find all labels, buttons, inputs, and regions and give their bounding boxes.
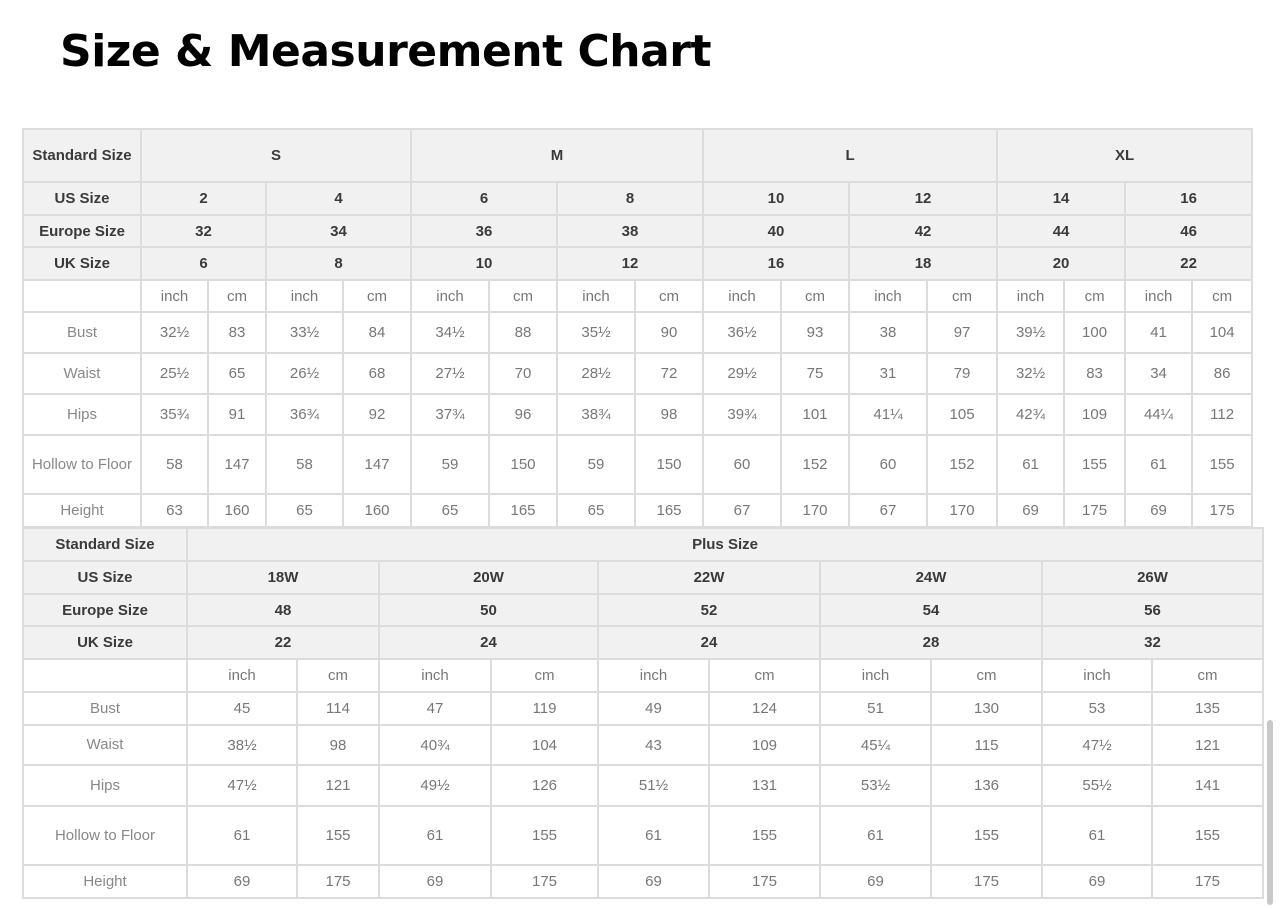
measurement-value: 35¾ [141, 394, 208, 435]
unit-row-label-empty [23, 659, 187, 692]
measurement-row [23, 765, 1263, 806]
europe-size-value: 42 [849, 215, 997, 247]
measurement-label: Height [23, 494, 141, 527]
size-group-m: M [411, 129, 703, 182]
measurement-label: Hollow to Floor [23, 806, 187, 865]
uk-size-value: 22 [187, 626, 379, 659]
measurement-value: 98 [635, 394, 703, 435]
unit-inch: inch [703, 280, 781, 312]
uk-size-value: 32 [1042, 626, 1263, 659]
unit-cm: cm [1152, 659, 1263, 692]
measurement-value: 59 [557, 435, 635, 494]
uk-size-value: 12 [557, 247, 703, 280]
measurement-value: 105 [927, 394, 997, 435]
us-size-value: 6 [411, 182, 557, 215]
measurement-value: 67 [849, 494, 927, 527]
measurement-value: 35½ [557, 312, 635, 353]
measurement-value: 32½ [997, 353, 1064, 394]
measurement-label: Height [23, 865, 187, 898]
uk-size-value: 16 [703, 247, 849, 280]
size-group-l: L [703, 129, 997, 182]
plus-size-table [22, 527, 1264, 899]
measurement-label: Hips [23, 765, 187, 806]
measurement-value: 130 [931, 692, 1042, 725]
unit-inch: inch [557, 280, 635, 312]
unit-inch: inch [1125, 280, 1192, 312]
measurement-value: 155 [1064, 435, 1125, 494]
measurement-value: 70 [489, 353, 557, 394]
measurement-value: 72 [635, 353, 703, 394]
measurement-value: 175 [1152, 865, 1263, 898]
measurement-value: 91 [208, 394, 266, 435]
measurement-value: 97 [927, 312, 997, 353]
unit-inch: inch [598, 659, 709, 692]
us-size-value: 12 [849, 182, 997, 215]
size-group-row [23, 129, 1252, 182]
measurement-value: 47½ [1042, 725, 1152, 765]
uk-size-value: 22 [1125, 247, 1252, 280]
measurement-value: 131 [709, 765, 820, 806]
unit-cm: cm [1192, 280, 1252, 312]
unit-inch: inch [141, 280, 208, 312]
measurement-value: 61 [997, 435, 1064, 494]
measurement-value: 53½ [820, 765, 931, 806]
unit-inch: inch [411, 280, 489, 312]
us-size-value: 24W [820, 561, 1042, 594]
europe-size-value: 48 [187, 594, 379, 626]
measurement-value: 58 [141, 435, 208, 494]
measurement-value: 61 [1042, 806, 1152, 865]
measurement-value: 175 [491, 865, 598, 898]
unit-cm: cm [931, 659, 1042, 692]
unit-inch: inch [187, 659, 297, 692]
unit-cm: cm [343, 280, 411, 312]
measurement-value: 65 [266, 494, 343, 527]
standard-size-label: Standard Size [23, 528, 187, 561]
measurement-row [23, 494, 1252, 527]
measurement-label: Bust [23, 312, 141, 353]
measurement-value: 155 [931, 806, 1042, 865]
unit-row [23, 659, 1263, 692]
measurement-value: 41 [1125, 312, 1192, 353]
measurement-value: 175 [1064, 494, 1125, 527]
measurement-value: 170 [781, 494, 849, 527]
measurement-row [23, 312, 1252, 353]
measurement-value: 86 [1192, 353, 1252, 394]
measurement-value: 147 [343, 435, 411, 494]
measurement-value: 36¾ [266, 394, 343, 435]
plus-size-group: Plus Size [187, 528, 1263, 561]
measurement-value: 84 [343, 312, 411, 353]
measurement-value: 40¾ [379, 725, 491, 765]
unit-inch: inch [379, 659, 491, 692]
measurement-value: 67 [703, 494, 781, 527]
measurement-value: 42¾ [997, 394, 1064, 435]
us-size-label: US Size [23, 182, 141, 215]
europe-size-value: 44 [997, 215, 1125, 247]
measurement-value: 47½ [187, 765, 297, 806]
measurement-value: 165 [635, 494, 703, 527]
measurement-value: 61 [187, 806, 297, 865]
measurement-value: 38¾ [557, 394, 635, 435]
measurement-value: 155 [491, 806, 598, 865]
measurement-value: 31 [849, 353, 927, 394]
measurement-value: 68 [343, 353, 411, 394]
measurement-value: 53 [1042, 692, 1152, 725]
unit-row [23, 280, 1252, 312]
measurement-value: 75 [781, 353, 849, 394]
measurement-value: 38½ [187, 725, 297, 765]
measurement-value: 136 [931, 765, 1042, 806]
measurement-value: 150 [489, 435, 557, 494]
unit-cm: cm [297, 659, 379, 692]
measurement-value: 34½ [411, 312, 489, 353]
measurement-value: 109 [1064, 394, 1125, 435]
europe-size-label: Europe Size [23, 594, 187, 626]
measurement-value: 47 [379, 692, 491, 725]
unit-inch: inch [266, 280, 343, 312]
measurement-value: 93 [781, 312, 849, 353]
standard-size-table [22, 128, 1253, 528]
measurement-value: 141 [1152, 765, 1263, 806]
size-group-s: S [141, 129, 411, 182]
measurement-value: 150 [635, 435, 703, 494]
measurement-value: 126 [491, 765, 598, 806]
measurement-value: 59 [411, 435, 489, 494]
unit-cm: cm [489, 280, 557, 312]
measurement-value: 155 [1152, 806, 1263, 865]
measurement-value: 55½ [1042, 765, 1152, 806]
measurement-value: 43 [598, 725, 709, 765]
us-size-value: 16 [1125, 182, 1252, 215]
measurement-value: 121 [1152, 725, 1263, 765]
measurement-value: 69 [187, 865, 297, 898]
us-size-value: 20W [379, 561, 598, 594]
measurement-value: 49½ [379, 765, 491, 806]
measurement-value: 152 [927, 435, 997, 494]
unit-cm: cm [635, 280, 703, 312]
measurement-value: 160 [343, 494, 411, 527]
measurement-value: 45 [187, 692, 297, 725]
measurement-value: 152 [781, 435, 849, 494]
measurement-value: 79 [927, 353, 997, 394]
measurement-value: 101 [781, 394, 849, 435]
us-size-value: 8 [557, 182, 703, 215]
measurement-value: 119 [491, 692, 598, 725]
measurement-value: 170 [927, 494, 997, 527]
unit-cm: cm [781, 280, 849, 312]
us-size-value: 14 [997, 182, 1125, 215]
unit-cm: cm [927, 280, 997, 312]
europe-size-value: 46 [1125, 215, 1252, 247]
europe-size-label: Europe Size [23, 215, 141, 247]
measurement-value: 58 [266, 435, 343, 494]
uk-size-value: 28 [820, 626, 1042, 659]
measurement-value: 135 [1152, 692, 1263, 725]
measurement-value: 92 [343, 394, 411, 435]
europe-size-value: 38 [557, 215, 703, 247]
europe-size-value: 32 [141, 215, 266, 247]
uk-size-value: 6 [141, 247, 266, 280]
measurement-value: 69 [1125, 494, 1192, 527]
measurement-value: 155 [709, 806, 820, 865]
measurement-value: 27½ [411, 353, 489, 394]
measurement-row [23, 806, 1263, 865]
measurement-value: 175 [297, 865, 379, 898]
measurement-value: 37¾ [411, 394, 489, 435]
measurement-value: 175 [931, 865, 1042, 898]
unit-cm: cm [208, 280, 266, 312]
measurement-value: 69 [820, 865, 931, 898]
measurement-value: 114 [297, 692, 379, 725]
measurement-row [23, 865, 1263, 898]
measurement-value: 69 [598, 865, 709, 898]
uk-size-label: UK Size [23, 626, 187, 659]
size-group-xl: XL [997, 129, 1252, 182]
measurement-row [23, 692, 1263, 725]
europe-size-value: 36 [411, 215, 557, 247]
us-size-row [23, 182, 1252, 215]
measurement-value: 155 [297, 806, 379, 865]
measurement-value: 175 [709, 865, 820, 898]
uk-size-value: 18 [849, 247, 997, 280]
us-size-value: 10 [703, 182, 849, 215]
measurement-value: 124 [709, 692, 820, 725]
measurement-value: 26½ [266, 353, 343, 394]
measurement-value: 121 [297, 765, 379, 806]
unit-inch: inch [997, 280, 1064, 312]
measurement-value: 41¼ [849, 394, 927, 435]
unit-cm: cm [491, 659, 598, 692]
measurement-row [23, 725, 1263, 765]
uk-size-label: UK Size [23, 247, 141, 280]
unit-inch: inch [1042, 659, 1152, 692]
page-title: Size & Measurement Chart [60, 26, 712, 77]
measurement-value: 104 [1192, 312, 1252, 353]
measurement-value: 51 [820, 692, 931, 725]
plus-header-row [23, 528, 1263, 561]
europe-size-value: 50 [379, 594, 598, 626]
measurement-value: 39½ [997, 312, 1064, 353]
measurement-value: 61 [379, 806, 491, 865]
measurement-row [23, 435, 1252, 494]
measurement-value: 49 [598, 692, 709, 725]
us-size-value: 2 [141, 182, 266, 215]
measurement-value: 83 [208, 312, 266, 353]
measurement-value: 63 [141, 494, 208, 527]
measurement-value: 28½ [557, 353, 635, 394]
measurement-label: Hips [23, 394, 141, 435]
europe-size-row [23, 215, 1252, 247]
measurement-label: Hollow to Floor [23, 435, 141, 494]
measurement-value: 65 [411, 494, 489, 527]
unit-cm: cm [709, 659, 820, 692]
uk-size-value: 8 [266, 247, 411, 280]
measurement-value: 98 [297, 725, 379, 765]
europe-size-value: 56 [1042, 594, 1263, 626]
measurement-value: 65 [557, 494, 635, 527]
measurement-value: 65 [208, 353, 266, 394]
measurement-value: 39¾ [703, 394, 781, 435]
measurement-value: 112 [1192, 394, 1252, 435]
measurement-value: 36½ [703, 312, 781, 353]
measurement-value: 25½ [141, 353, 208, 394]
europe-size-value: 40 [703, 215, 849, 247]
measurement-value: 100 [1064, 312, 1125, 353]
measurement-value: 60 [703, 435, 781, 494]
unit-inch: inch [820, 659, 931, 692]
us-size-value: 4 [266, 182, 411, 215]
measurement-value: 51½ [598, 765, 709, 806]
unit-inch: inch [849, 280, 927, 312]
europe-size-value: 54 [820, 594, 1042, 626]
measurement-value: 32½ [141, 312, 208, 353]
measurement-value: 69 [1042, 865, 1152, 898]
us-size-value: 26W [1042, 561, 1263, 594]
measurement-value: 96 [489, 394, 557, 435]
measurement-value: 109 [709, 725, 820, 765]
measurement-label: Waist [23, 725, 187, 765]
measurement-value: 165 [489, 494, 557, 527]
unit-cm: cm [1064, 280, 1125, 312]
unit-row-label-empty [23, 280, 141, 312]
measurement-value: 160 [208, 494, 266, 527]
standard-size-label: Standard Size [23, 129, 141, 182]
measurement-value: 175 [1192, 494, 1252, 527]
measurement-value: 69 [997, 494, 1064, 527]
uk-size-value: 10 [411, 247, 557, 280]
measurement-label: Bust [23, 692, 187, 725]
measurement-value: 115 [931, 725, 1042, 765]
measurement-label: Waist [23, 353, 141, 394]
measurement-row [23, 353, 1252, 394]
measurement-value: 61 [1125, 435, 1192, 494]
measurement-value: 88 [489, 312, 557, 353]
measurement-value: 33½ [266, 312, 343, 353]
measurement-value: 155 [1192, 435, 1252, 494]
measurement-value: 69 [379, 865, 491, 898]
uk-size-row [23, 626, 1263, 659]
us-size-value: 18W [187, 561, 379, 594]
us-size-row [23, 561, 1263, 594]
measurement-value: 44¼ [1125, 394, 1192, 435]
measurement-value: 90 [635, 312, 703, 353]
measurement-value: 83 [1064, 353, 1125, 394]
measurement-value: 147 [208, 435, 266, 494]
europe-size-row [23, 594, 1263, 626]
measurement-row [23, 394, 1252, 435]
measurement-value: 45¼ [820, 725, 931, 765]
measurement-value: 61 [598, 806, 709, 865]
us-size-label: US Size [23, 561, 187, 594]
uk-size-row [23, 247, 1252, 280]
uk-size-value: 20 [997, 247, 1125, 280]
uk-size-value: 24 [379, 626, 598, 659]
measurement-value: 61 [820, 806, 931, 865]
us-size-value: 22W [598, 561, 820, 594]
vertical-scrollbar[interactable] [1267, 720, 1273, 905]
measurement-value: 104 [491, 725, 598, 765]
europe-size-value: 52 [598, 594, 820, 626]
measurement-value: 38 [849, 312, 927, 353]
europe-size-value: 34 [266, 215, 411, 247]
measurement-value: 34 [1125, 353, 1192, 394]
measurement-value: 60 [849, 435, 927, 494]
measurement-value: 29½ [703, 353, 781, 394]
uk-size-value: 24 [598, 626, 820, 659]
